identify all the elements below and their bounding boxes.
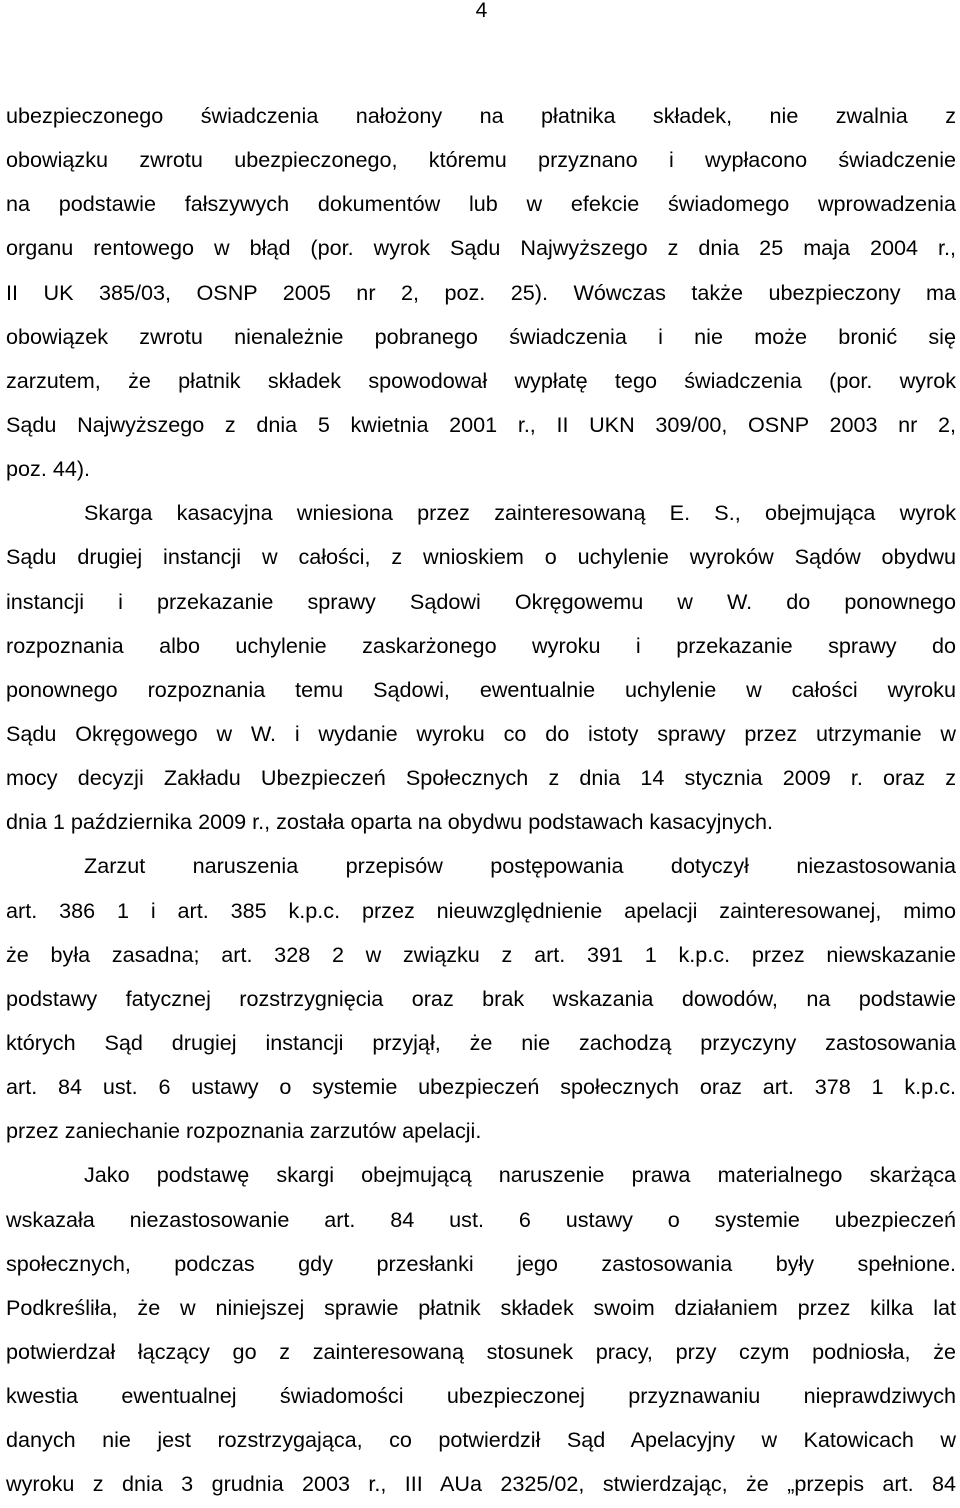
- text-line: poz. 44).: [6, 456, 91, 482]
- text-line: art. 386 1 i art. 385 k.p.c. przez nieuwzględnienie apelacji zainteresowanej, mimo: [6, 897, 956, 923]
- text-line: potwierdzał łączący go z zainteresowaną stosunek pracy, przy czym podniosła, że: [6, 1338, 956, 1364]
- text-line: danych nie jest rozstrzygająca, co potwierdził Sąd Apelacyjny w Katowicach w: [6, 1427, 956, 1453]
- text-line: Sądu Najwyższego z dnia 5 kwietnia 2001 r., II UKN 309/00, OSNP 2003 nr 2,: [6, 411, 956, 437]
- page-number: 4: [475, 0, 488, 22]
- text-line: obowiązku zwrotu ubezpieczonego, któremu przyznano i wypłacono świadczenie: [6, 147, 956, 173]
- text-line: że była zasadna; art. 328 2 w związku z art. 391 1 k.p.c. przez niewskazanie: [6, 941, 956, 967]
- text-line: instancji i przekazanie sprawy Sądowi Okręgowemu w W. do ponownego: [6, 588, 956, 614]
- text-line: ponownego rozpoznania temu Sądowi, ewentualnie uchylenie w całości wyroku: [6, 676, 956, 702]
- text-line: Sądu drugiej instancji w całości, z wnioskiem o uchylenie wyroków Sądów obydwu: [6, 544, 956, 570]
- text-line: podstawy fatycznej rozstrzygnięcia oraz brak wskazania dowodów, na podstawie: [6, 985, 956, 1011]
- text-line: Zarzut naruszenia przepisów postępowania dotyczył niezastosowania: [84, 853, 956, 879]
- text-line: Sądu Okręgowego w W. i wydanie wyroku co do istoty sprawy przez utrzymanie w: [6, 720, 956, 746]
- text-line: II UK 385/03, OSNP 2005 nr 2, poz. 25). Wówczas także ubezpieczony ma: [6, 279, 956, 305]
- text-line: na podstawie fałszywych dokumentów lub w efekcie świadomego wprowadzenia: [6, 191, 956, 217]
- text-line: zarzutem, że płatnik składek spowodował wypłatę tego świadczenia (por. wyrok: [6, 367, 956, 393]
- text-line: art. 84 ust. 6 ustawy o systemie ubezpieczeń społecznych oraz art. 378 1 k.p.c.: [6, 1074, 956, 1100]
- text-line: wyroku z dnia 3 grudnia 2003 r., III AUa 2325/02, stwierdzając, że „przepis art. 84: [6, 1471, 956, 1497]
- text-line: wskazała niezastosowanie art. 84 ust. 6 ustawy o systemie ubezpieczeń: [6, 1206, 956, 1232]
- text-line: których Sąd drugiej instancji przyjął, że nie zachodzą przyczyny zastosowania: [6, 1029, 956, 1055]
- text-line: Jako podstawę skargi obejmującą naruszenie prawa materialnego skarżąca: [84, 1162, 956, 1188]
- text-line: Podkreśliła, że w niniejszej sprawie płatnik składek swoim działaniem przez kilka lat: [6, 1294, 956, 1320]
- text-line: ubezpieczonego świadczenia nałożony na płatnika składek, nie zwalnia z: [6, 103, 956, 128]
- text-line: Skarga kasacyjna wniesiona przez zainteresowaną E. S., obejmująca wyrok: [84, 500, 956, 526]
- text-line: mocy decyzji Zakładu Ubezpieczeń Społecznych z dnia 14 stycznia 2009 r. oraz z: [6, 765, 956, 791]
- text-line: rozpoznania albo uchylenie zaskarżonego wyroku i przekazanie sprawy do: [6, 632, 956, 658]
- document-body: [6, 94, 956, 1508]
- text-line: obowiązek zwrotu nienależnie pobranego świadczenia i nie może bronić się: [6, 323, 956, 349]
- text-line: przez zaniechanie rozpoznania zarzutów apelacji.: [6, 1118, 482, 1144]
- text-line: kwestia ewentualnej świadomości ubezpieczonej przyznawaniu nieprawdziwych: [6, 1383, 956, 1409]
- text-line: dnia 1 października 2009 r., została oparta na obydwu podstawach kasacyjnych.: [6, 809, 774, 835]
- text-line: organu rentowego w błąd (por. wyrok Sądu Najwyższego z dnia 25 maja 2004 r.,: [6, 235, 956, 261]
- text-line: społecznych, podczas gdy przesłanki jego zastosowania były spełnione.: [6, 1250, 956, 1276]
